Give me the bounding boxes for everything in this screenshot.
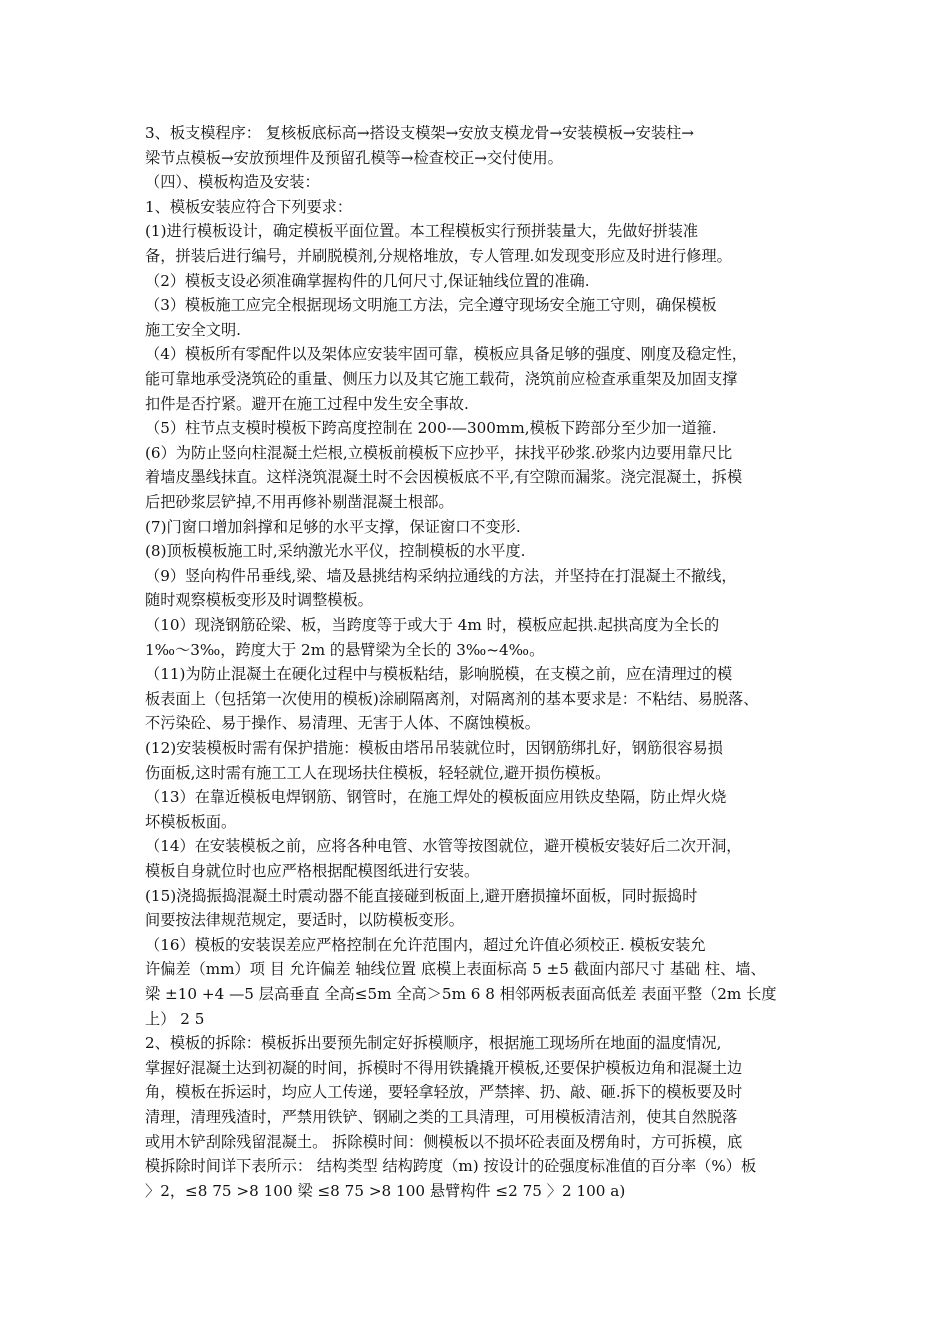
text-line: 备，拼装后进行编号，并刷脱模剂,分规格堆放，专人管理.如发现变形应及时进行修理。 — [145, 247, 732, 265]
text-line: 掌握好混凝土达到初凝的时间，拆模时不得用铁撬撬开模板,还要保护模板边角和混凝土边 — [145, 1058, 743, 1077]
text-line: 模拆除时间详下表所示： 结构类型 结构跨度（m) 按设计的砼强度标准值的百分率（%）板 — [145, 1157, 757, 1176]
text-line: (7)门窗口增加斜撑和足够的水平支撑，保证窗口不变形. — [145, 517, 521, 536]
text-line: （四）、模板构造及安装： — [145, 173, 320, 192]
text-line: （3）模板施工应完全根据现场文明施工方法，完全遵守现场安全施工守则，确保模板 — [145, 296, 717, 315]
text-line: 伤面板,这时需有施工工人在现场扶住模板，轻轻就位,避开损伤模板。 — [145, 763, 611, 782]
text-line: 梁节点模板→安放预埋件及预留孔模等→检查校正→交付使用。 — [145, 148, 563, 167]
text-line: (15)浇捣振捣混凝土时震动器不能直接碰到板面上,避开磨损撞坏面板，同时振捣时 — [145, 886, 698, 905]
text-line: 板表面上（包括第一次使用的模板)涂刷隔离剂，对隔离剂的基本要求是：不粘结、易脱落、 — [145, 689, 759, 708]
text-line: 间要按法律规范规定，要适时，以防模板变形。 — [145, 911, 464, 930]
text-line: 后把砂浆层铲掉,不用再修补剔凿混凝土根部。 — [145, 493, 454, 511]
text-line: 梁 ±10 +4 —5 层高垂直 全高≤5m 全高＞5m 6 8 相邻两板表面高低差 表面平整（2m 长度 — [145, 985, 777, 1003]
text-line: 能可靠地承受浇筑砼的重量、侧压力以及其它施工载荷，浇筑前应检查承重架及加固支撑 — [145, 370, 738, 388]
text-line: （14）在安装模板之前，应将各种电管、水管等按图就位，避开模板安装好后二次开洞， — [145, 837, 742, 856]
text-line: （5）柱节点支模时模板下跨高度控制在 200-—300mm,模板下跨部分至少加一道箍. — [145, 419, 717, 438]
text-line: (12)安装模板时需有保护措施：模板由塔吊吊装就位时，因钢筋绑扎好，钢筋很容易损 — [145, 739, 723, 757]
text-line: 模板自身就位时也应严格根据配模图纸进行安装。 — [145, 862, 480, 880]
text-line: 〉2，≤8 75 >8 100 梁 ≤8 75 >8 100 悬臂构件 ≤2 75 〉2 100 a) — [145, 1181, 626, 1200]
text-line: （2）模板支设必须准确掌握构件的几何尺寸,保证轴线位置的准确. — [145, 271, 590, 290]
text-line: 着墙皮墨线抹直。这样浇筑混凝土时不会因模板底不平,有空隙而漏浆。浇完混凝土，拆模 — [145, 468, 743, 487]
text-line: 角，模板在拆运时，均应人工传递，要轻拿轻放，严禁摔、扔、敲、砸.拆下的模板要及时 — [145, 1083, 743, 1102]
text-line: 或用木铲刮除残留混凝土。 拆除模时间：侧模板以不损坏砼表面及楞角时，方可拆模，底 — [145, 1132, 743, 1151]
text-line: 扣件是否拧紧。避开在施工过程中发生安全事故. — [145, 394, 469, 413]
text-line: 施工安全文明. — [145, 320, 241, 339]
text-line: （13）在靠近模板电焊钢筋、钢管时，在施工焊处的模板面应用铁皮垫隔，防止焊火烧 — [145, 788, 727, 807]
text-line: 清理，清理残渣时，严禁用铁铲、钢刷之类的工具清理，可用模板清洁剂，使其自然脱落 — [145, 1108, 738, 1126]
text-line: （16）模板的安装误差应严格控制在允许范围内，超过允许值必须校正. 模板安装允 — [145, 935, 706, 954]
text-line: （11)为防止混凝土在硬化过程中与模板粘结，影响脱模，在支模之前，应在清理过的模 — [145, 665, 733, 684]
text-line: 随时观察模板变形及时调整模板。 — [145, 591, 373, 610]
text-line: 不污染砼、易于操作、易清理、无害于人体、不腐蚀模板。 — [145, 714, 540, 733]
text-line: 1‰～3‰，跨度大于 2m 的悬臂梁为全长的 3‰~4‰。 — [145, 640, 545, 659]
text-line: 1、模板安装应符合下列要求： — [145, 197, 353, 216]
text-line: （10）现浇钢筋砼梁、板，当跨度等于或大于 4m 时，模板应起拱.起拱高度为全长的 — [145, 616, 720, 634]
text-line: （4）模板所有零配件以及架体应安装牢固可靠，模板应具备足够的强度、刚度及稳定性， — [145, 345, 747, 364]
text-line: 许偏差（mm）项 目 允许偏差 轴线位置 底模上表面标高 5 ±5 截面内部尺寸 基础 柱、墙、 — [145, 960, 766, 979]
text-line: (6）为防止竖向柱混凝土烂根,立模板前模板下应抄平，抹找平砂浆.砂浆内边要用靠尺比 — [145, 443, 733, 462]
text-line: (8)顶板模板施工时,采纳激光水平仪，控制模板的水平度. — [145, 542, 526, 561]
text-line: 坏模板板面。 — [145, 812, 237, 831]
text-line: 3、板支模程序： 复核板底标高→搭设支模架→安放支模龙骨→安装模板→安装柱→ — [145, 124, 694, 142]
text-line: （9）竖向构件吊垂线,梁、墙及悬挑结构采纳拉通线的方法，并坚持在打混凝土不撤线， — [145, 566, 737, 585]
text-line: (1)进行模板设计，确定模板平面位置。本工程模板实行预拼装量大，先做好拼装准 — [145, 222, 699, 241]
text-line: 2、模板的拆除：模板拆出要预先制定好拆模顺序，根据施工现场所在地面的温度情况, — [145, 1034, 722, 1053]
text-line: 上） 2 5 — [145, 1009, 205, 1028]
